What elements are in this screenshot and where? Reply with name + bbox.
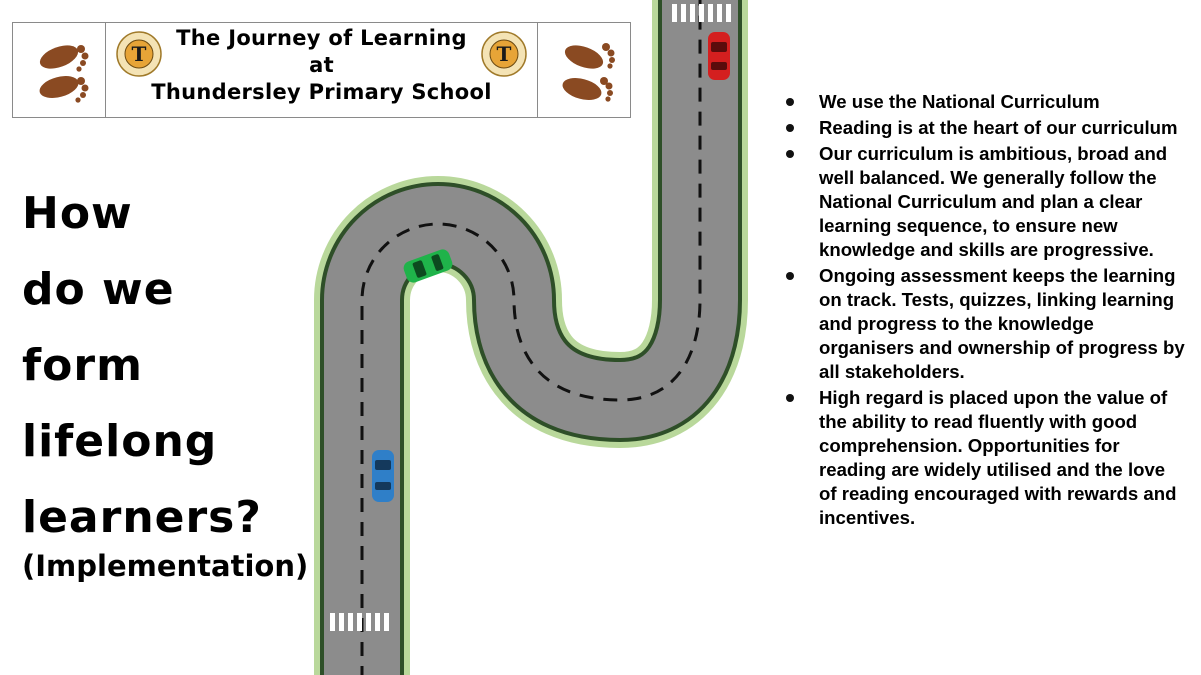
left-footprints-cell bbox=[13, 23, 106, 117]
blue-car bbox=[372, 450, 394, 502]
bullet-item: High regard is placed upon the value of the ability to read fluently with good comprehension. Opportunities for reading are widely utilised and the love of reading encouraged with rewards and incentives. bbox=[780, 386, 1185, 530]
bullet-item: Ongoing assessment keeps the learning on track. Tests, quizzes, linking learning and progress to the knowledge organisers and ownership of progress by all stakeholders. bbox=[780, 264, 1185, 384]
banner-title-line-3: Thundersley Primary School bbox=[151, 80, 492, 104]
svg-text:T: T bbox=[496, 42, 512, 66]
bullet-item: Our curriculum is ambitious, broad and well balanced. We generally follow the National Curriculum and plan a clear learning sequence, to ensure new knowledge and skills are progressive. bbox=[780, 142, 1185, 262]
main-question bbox=[22, 176, 262, 556]
bullet-item: Reading is at the heart of our curriculum bbox=[780, 116, 1185, 140]
implementation-bullets bbox=[780, 90, 1185, 532]
winding-road-illustration bbox=[300, 0, 770, 675]
question-line-1: How bbox=[22, 188, 133, 239]
banner-title-line-1: The Journey of Learning bbox=[176, 26, 467, 50]
question-line-4: lifelong bbox=[22, 416, 218, 467]
question-line-3: form bbox=[22, 340, 143, 391]
svg-text:T: T bbox=[131, 42, 147, 66]
question-line-2: do we bbox=[22, 264, 175, 315]
question-line-5: learners? bbox=[22, 492, 262, 543]
red-car bbox=[708, 32, 730, 80]
bullet-item: We use the National Curriculum bbox=[780, 90, 1185, 114]
footprints-icon bbox=[13, 23, 105, 117]
banner-title-line-2: at bbox=[309, 53, 334, 77]
question-subtitle: (Implementation) bbox=[22, 549, 309, 583]
